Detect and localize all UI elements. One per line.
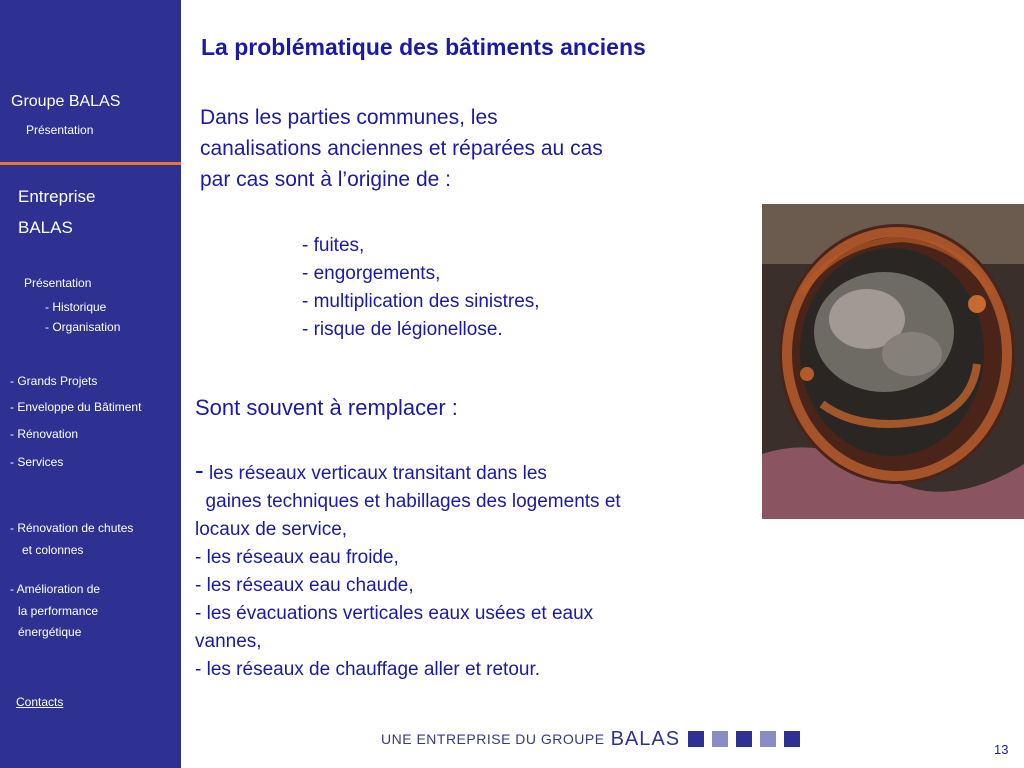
list-item: - fuites, (302, 235, 365, 256)
intro-line: canalisations anciennes et réparées au cas (200, 137, 603, 160)
replace-first-line: les réseaux verticaux transitant dans les (203, 463, 547, 484)
list-item: - les réseaux eau froide, (195, 547, 399, 568)
issues-list (302, 232, 540, 344)
brand-square (688, 731, 704, 747)
corroded-pipe-illustration (762, 204, 1024, 519)
brand-square (760, 731, 776, 747)
list-item: - multiplication des sinistres, (302, 291, 540, 312)
list-item: - engorgements, (302, 263, 441, 284)
sidebar-item-amelioration-line3[interactable]: énergétique (18, 625, 82, 639)
footer-brand: BALAS (610, 727, 681, 750)
sidebar-item-grands-projets[interactable]: - Grands Projets (10, 374, 98, 388)
dash-marker: - (195, 455, 204, 485)
page-title: La problématique des bâtiments anciens (201, 34, 646, 60)
sidebar (0, 0, 181, 768)
list-item: - les réseaux de chauffage aller et retour. (195, 659, 541, 680)
list-item: - risque de légionellose. (302, 319, 503, 340)
replace-list (195, 456, 621, 684)
group-title[interactable]: Groupe BALAS (11, 93, 121, 110)
sidebar-item-renovation-chutes[interactable]: - Rénovation de chutes (10, 521, 134, 535)
sidebar-separator (0, 162, 181, 165)
company-title-line1[interactable]: Entreprise (18, 187, 96, 206)
list-item: vannes, (195, 631, 262, 652)
intro-line: Dans les parties communes, les (200, 106, 498, 129)
list-item: locaux de service, (195, 519, 348, 540)
intro-line: par cas sont à l’origine de : (200, 168, 451, 191)
sidebar-item-amelioration-line2[interactable]: la performance (18, 604, 99, 618)
list-item: gaines techniques et habillages des logements et (195, 491, 621, 512)
group-presentation-link[interactable]: Présentation (26, 123, 94, 137)
company-title-line2[interactable]: BALAS (18, 218, 73, 237)
company-presentation-link[interactable]: Présentation (24, 276, 92, 290)
replace-heading: Sont souvent à remplacer : (195, 395, 458, 420)
list-item: - les réseaux eau chaude, (195, 575, 414, 596)
brand-square (736, 731, 752, 747)
intro-text (200, 102, 603, 195)
footer-tagline: UNE ENTREPRISE DU GROUPE (381, 731, 605, 747)
sidebar-item-organisation[interactable]: - Organisation (45, 320, 121, 334)
sidebar-item-amelioration[interactable]: - Amélioration de (10, 582, 101, 596)
list-item: - les évacuations verticales eaux usées et eaux (195, 603, 594, 624)
sidebar-item-enveloppe[interactable]: - Enveloppe du Bâtiment (10, 400, 142, 414)
page-number: 13 (994, 742, 1009, 757)
footer-brand-bar (381, 727, 800, 751)
contacts-link[interactable]: Contacts (16, 695, 64, 709)
sidebar-item-historique[interactable]: - Historique (45, 300, 107, 314)
list-item (195, 456, 621, 488)
brand-square (712, 731, 728, 747)
corroded-pipe-photo (762, 204, 1024, 519)
sidebar-item-services[interactable]: - Services (10, 455, 64, 469)
sidebar-item-renovation[interactable]: - Rénovation (10, 427, 79, 441)
brand-square (784, 731, 800, 747)
sidebar-item-renovation-chutes-line2[interactable]: et colonnes (22, 543, 84, 557)
